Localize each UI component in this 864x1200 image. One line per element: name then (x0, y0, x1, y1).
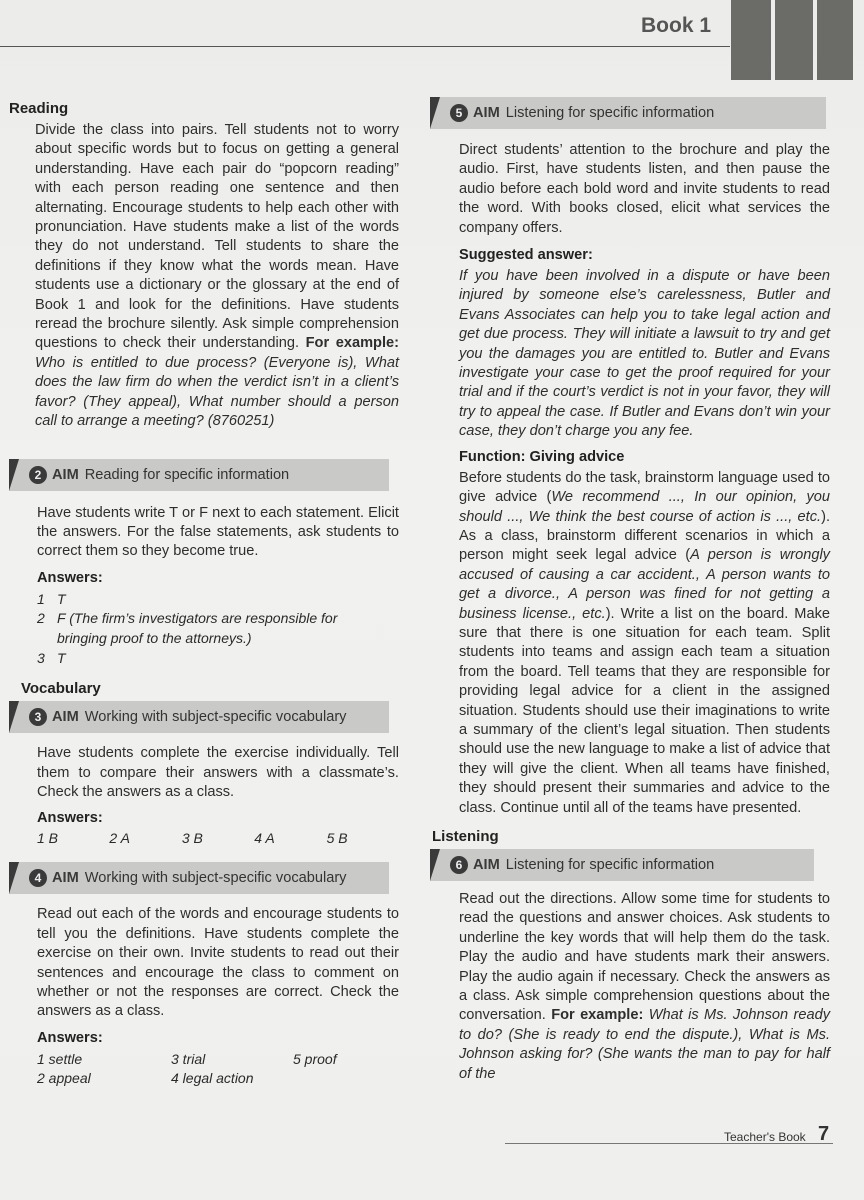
aim-wedge (430, 849, 440, 881)
aim6-block (430, 890, 830, 1084)
aim6-for-example: For example: (551, 1007, 644, 1024)
header-tab (775, 0, 813, 80)
aim4-answer-list (37, 1050, 399, 1088)
aim-wedge (430, 97, 440, 129)
aim-wedge (9, 701, 19, 733)
answer-item: 1 B (37, 830, 59, 847)
aim-label: Working with subject-specific vocabulary (84, 870, 347, 887)
aim-bar-3 (9, 701, 389, 733)
suggested-answer-text: If you have been involved in a dispute or have been injured by someone else’s carelessness, Butler and Evans Associates can help you to take legal action and get due process. They will initiate a lawsuit to try and get you the damages you are entitled to. Butler and Evans investigate your case to get the proof required for your trial and if the court’s verdict is not in your favor, they will try to appeal the case. If Butler and Evans don’t win your case, they don’t charge you any fee. (459, 268, 830, 440)
aim-number-badge: 3 (29, 708, 47, 726)
aim5-text: Direct students’ attention to the brochure and play the audio. First, have students listen, and then pause the audio before each bold word and invite students to read the word. With books closed, elicit what services the company offers. (459, 142, 830, 236)
aim-word: AIM (52, 466, 79, 483)
aim-label: Listening for specific information (505, 857, 715, 873)
aim6-example-text: What is Ms. Johnson ready to do? (She is ready to end the dispute.), What is Ms. Johnson asking for? (She wants the man to pay for half of the (459, 1007, 830, 1082)
answers-heading: Answers: (37, 810, 103, 827)
aim-number-badge: 2 (29, 466, 47, 484)
answer-row: 3 T (37, 649, 66, 666)
aim-wedge (9, 459, 19, 491)
aim-word: AIM (473, 105, 500, 121)
reading-paragraph-text: Divide the class into pairs. Tell students not to worry about specific words but to focus on getting a general understanding. Have each pair do “popcorn reading” with each person reading one sentence and then alternating. Encourage students to help each other with pronunciation. Have students make a list of the words they do not understand. Tell students to share the definitions if they know what the words mean. Have students use a dictionary or the glossary at the end of Book 1 and look for the definitions. Have students reread the brochure silently. Ask simple comprehension questions to check their understanding. (35, 122, 399, 352)
reading-for-example: For example: (305, 335, 399, 352)
answer-item: 2 appeal (37, 1069, 91, 1086)
aim-label: Reading for specific information (84, 466, 290, 483)
answers-heading: Answers: (37, 1029, 103, 1046)
reading-paragraph (9, 121, 399, 432)
aim5-block (430, 141, 830, 818)
aim4-text: Read out each of the words and encourage students to tell you the definitions. Have students complete the exercise on their own. Invite students to read out their sentences and encourage the class to comment on whether or not the responses are correct. Check the answers as a class. (37, 906, 399, 1020)
suggested-answer-heading: Suggested answer: (459, 247, 593, 264)
aim2-answer-list (37, 590, 399, 668)
aim-label: Listening for specific information (505, 105, 715, 121)
book-label: Book 1 (641, 14, 712, 37)
answer-item: 5 B (326, 830, 348, 847)
aim2-text: Have students write T or F next to each statement. Elicit the answers. For the false statements, ask students to correct them so they become true. (37, 504, 399, 560)
vocabulary-heading: Vocabulary (21, 680, 101, 698)
aim-bar-5 (430, 97, 826, 129)
aim6-text (459, 890, 830, 1084)
header-tab (817, 0, 853, 80)
aim-word: AIM (52, 709, 79, 726)
aim-bar-4 (9, 862, 389, 894)
right-column (430, 97, 830, 1084)
aim-label: Working with subject-specific vocabulary (84, 709, 347, 726)
function-heading: Function: Giving advice (459, 448, 625, 465)
aim-number-badge: 6 (450, 856, 468, 874)
aim4-block (9, 905, 399, 1087)
answer-row: 1 T (37, 590, 66, 607)
answer-item: 5 proof (293, 1050, 337, 1067)
aim3-text: Have students complete the exercise individually. Tell them to compare their answers with a classmate’s. Check the answers as a class. (37, 745, 399, 800)
footer-label: Teacher's Book (724, 1130, 806, 1144)
reading-example-text: Who is entitled to due process? (Everyone is), What does the law firm do when the verdict isn’t in a client’s favor? (They appeal), What number should a person call to arrange a meeting? (8760251) (35, 354, 399, 430)
answer-row: 2 F (The firm’s investigators are responsible for bringing proof to the attorneys.) (37, 610, 338, 646)
aim3-block (9, 744, 399, 846)
answers-heading: Answers: (37, 569, 103, 586)
function-italic: We recommend ..., In our opinion, you should ..., We think the best course of action is ..., etc. (459, 489, 831, 525)
function-italic: A person is wrongly accused of causing a car accident., A person wants to get a divorce., A person was fined for not getting a business license., etc. (459, 547, 830, 622)
answer-item: 4 legal action (171, 1069, 254, 1086)
listening-heading: Listening (432, 828, 499, 845)
function-text: ). As a class, brainstorm different scenarios in which a person might seek legal advice ( (459, 508, 830, 564)
aim3-answer-list (37, 830, 399, 846)
aim-word: AIM (52, 870, 79, 887)
answer-item: 4 A (254, 830, 275, 847)
answer-item: 1 settle (37, 1050, 83, 1067)
aim2-block (9, 504, 399, 669)
aim-bar-6 (430, 849, 814, 881)
aim-wedge (9, 862, 19, 894)
page-number: 7 (818, 1123, 830, 1145)
aim-number-badge: 4 (29, 869, 47, 887)
left-column (9, 100, 399, 1088)
aim6-paragraph-text: Read out the directions. Allow some time for students to read the questions and answer choices. Ask students to underline the key words that will help them do the task. Play the audio and have students mark their answers. Play the audio again if necessary. Check the answers as a class. Ask simple comprehension questions about the conversation. (459, 891, 830, 1024)
aim-word: AIM (473, 857, 500, 873)
function-text: Before students do the task, brainstorm language used to give advice ( (459, 469, 830, 506)
answer-item: 2 A (109, 830, 130, 847)
answer-item: 3 trial (171, 1050, 206, 1067)
reading-heading: Reading (9, 100, 69, 117)
aim-number-badge: 5 (450, 104, 468, 122)
aim-bar-2 (9, 459, 389, 491)
function-text: ). Write a list on the board. Make sure that there is one situation for each team. Split students into teams and assign each team a situation from the board. Tell teams that they are responsible for providing legal advice for a client in the assigned situation. Students should use their imaginations to write a summary of the client’s legal situation. Then students should use the new language to make a list of advice that they will give the client. When all teams have finished, they should present their summaries and advice to the class. Continue until all of the teams have presented. (459, 605, 830, 816)
top-rule (0, 46, 730, 47)
answer-item: 3 B (181, 830, 203, 847)
function-paragraph (459, 469, 830, 818)
header-tab (731, 0, 771, 80)
